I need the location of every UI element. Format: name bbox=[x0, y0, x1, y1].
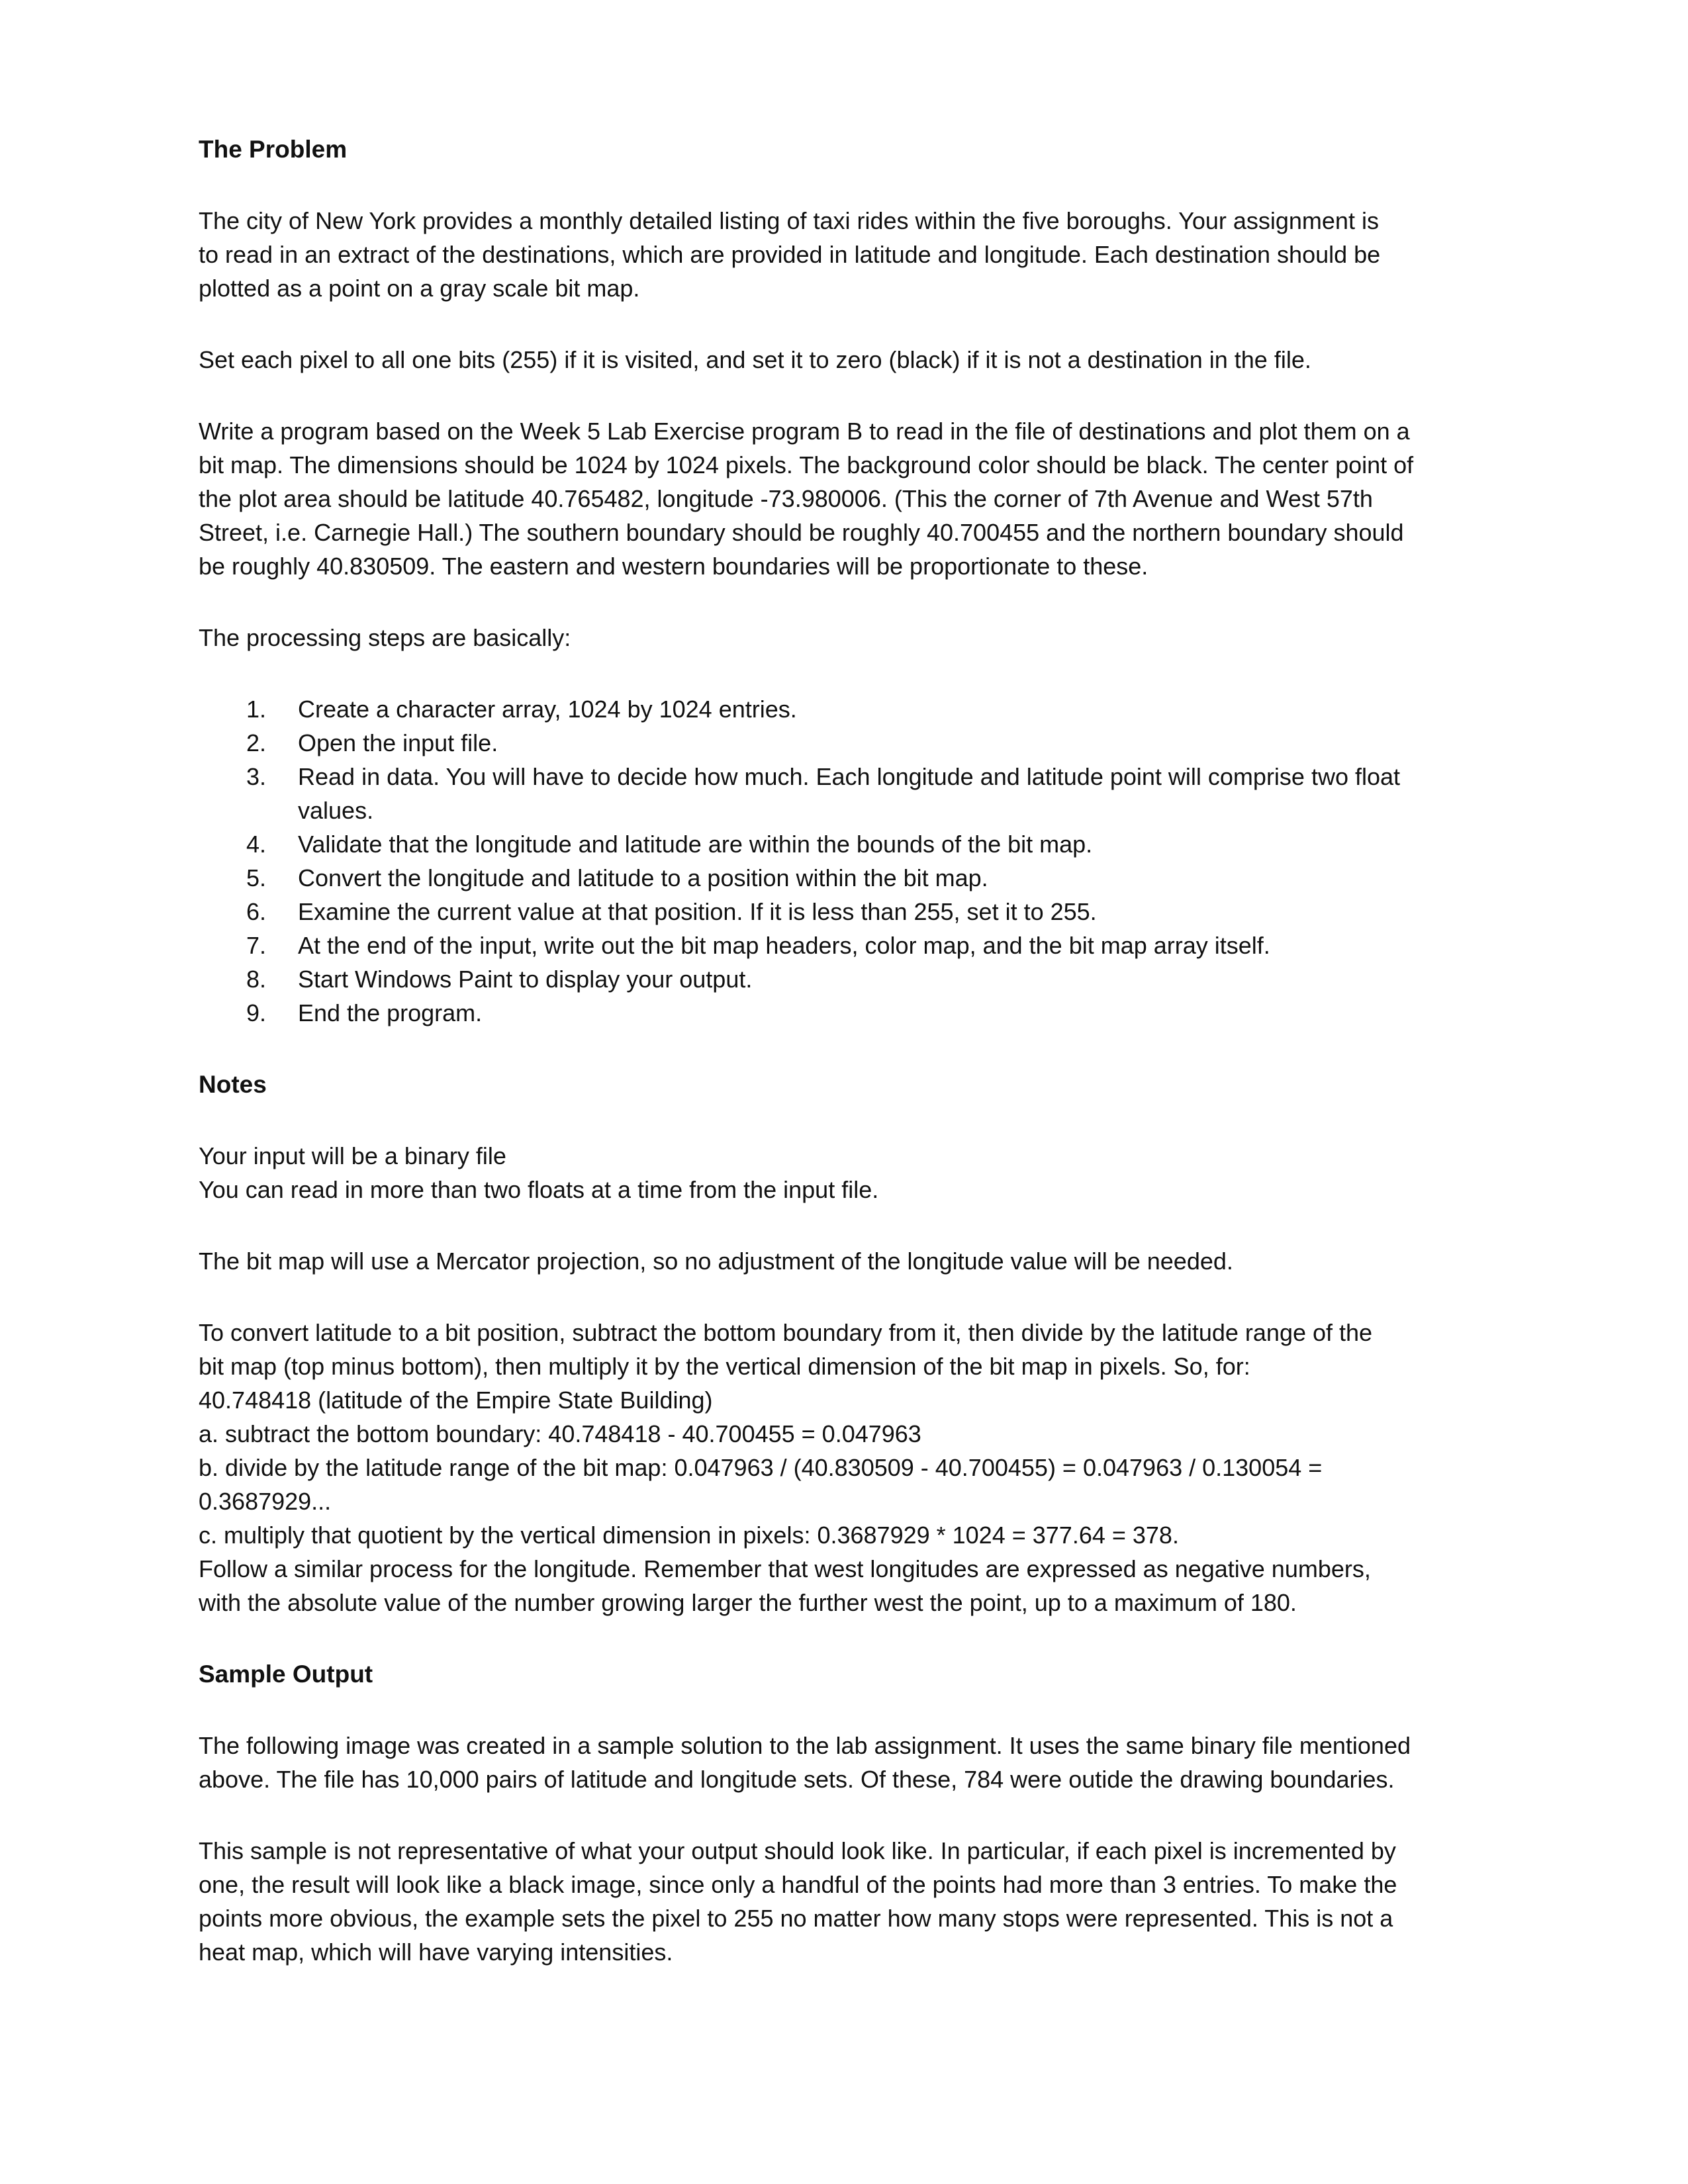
step-number: 7. bbox=[246, 932, 267, 959]
text-line: To convert latitude to a bit position, subtract the bottom boundary from it, then divide by the latitude range of the bbox=[199, 1319, 1373, 1346]
text-line: Follow a similar process for the longitude. Remember that west longitudes are expressed as negative numbers, bbox=[199, 1555, 1371, 1582]
step-text: Open the input file. bbox=[298, 729, 498, 756]
text-line: the plot area should be latitude 40.765482, longitude -73.980006. (This the corner of 7th Avenue and West 57th bbox=[199, 485, 1373, 512]
text-line: a. subtract the bottom boundary: 40.748418 - 40.700455 = 0.047963 bbox=[199, 1420, 921, 1447]
step-number: 8. bbox=[246, 966, 267, 993]
list-item bbox=[246, 895, 1489, 929]
step-text: Read in data. You will have to decide how much. Each longitude and latitude point will comprise two float bbox=[298, 763, 1401, 790]
list-item-continuation bbox=[246, 794, 1489, 827]
text-line: one, the result will look like a black image, since only a handful of the points had more than 3 entries. To make the bbox=[199, 1871, 1397, 1898]
step-text: Create a character array, 1024 by 1024 entries. bbox=[298, 696, 797, 723]
spec-paragraph bbox=[199, 414, 1489, 583]
text-line: This sample is not representative of what your output should look like. In particular, if each pixel is incremented by bbox=[199, 1837, 1396, 1864]
sample-paragraph-2 bbox=[199, 1834, 1489, 1969]
text-line: Your input will be a binary file bbox=[199, 1142, 506, 1169]
text-line: plotted as a point on a gray scale bit map. bbox=[199, 275, 640, 302]
text-line: bit map. The dimensions should be 1024 by 1024 pixels. The background color should be black. The center point of bbox=[199, 451, 1414, 478]
list-item bbox=[246, 692, 1489, 726]
step-number: 4. bbox=[246, 831, 267, 858]
step-text: At the end of the input, write out the bit map headers, color map, and the bit map array itself. bbox=[298, 932, 1270, 959]
text-line: b. divide by the latitude range of the bit map: 0.047963 / (40.830509 - 40.700455) = 0.047963 / 0.130054 = bbox=[199, 1454, 1323, 1481]
step-number: 1. bbox=[246, 696, 267, 723]
step-text: Convert the longitude and latitude to a position within the bit map. bbox=[298, 864, 988, 891]
step-text: End the program. bbox=[298, 999, 483, 1026]
list-item bbox=[246, 861, 1489, 895]
text-line: bit map (top minus bottom), then multiply it by the vertical dimension of the bit map in pixels. So, for: bbox=[199, 1353, 1250, 1380]
text-line: with the absolute value of the number growing larger the further west the point, up to a maximum of 180. bbox=[199, 1589, 1297, 1616]
text-line: 40.748418 (latitude of the Empire State Building) bbox=[199, 1387, 713, 1414]
text-line: to read in an extract of the destinations, which are provided in latitude and longitude. Each destination should be bbox=[199, 241, 1381, 268]
step-number: 2. bbox=[246, 729, 267, 756]
list-item bbox=[246, 827, 1489, 861]
text-line: be roughly 40.830509. The eastern and western boundaries will be proportionate to these. bbox=[199, 553, 1149, 580]
text-line: Street, i.e. Carnegie Hall.) The southern boundary should be roughly 40.700455 and the northern boundary should bbox=[199, 519, 1404, 546]
step-number: 6. bbox=[246, 898, 267, 925]
document-page bbox=[199, 132, 1489, 1969]
heading-notes: Notes bbox=[199, 1071, 267, 1098]
step-text-continued: values. bbox=[298, 797, 374, 824]
heading-sample-output: Sample Output bbox=[199, 1661, 373, 1688]
text-line: The following image was created in a sample solution to the lab assignment. It uses the same binary file mentioned bbox=[199, 1732, 1411, 1759]
list-item bbox=[246, 726, 1489, 760]
input-notes-paragraph bbox=[199, 1139, 1489, 1206]
text-line: The city of New York provides a monthly detailed listing of taxi rides within the five boroughs. Your assignment is bbox=[199, 207, 1379, 234]
step-text: Validate that the longitude and latitude are within the bounds of the bit map. bbox=[298, 831, 1093, 858]
text-line: c. multiply that quotient by the vertical dimension in pixels: 0.3687929 * 1024 = 377.64 = 378. bbox=[199, 1522, 1179, 1549]
text-line: Write a program based on the Week 5 Lab Exercise program B to read in the file of destinations and plot them on a bbox=[199, 418, 1410, 445]
pixel-rule-paragraph: Set each pixel to all one bits (255) if it is visited, and set it to zero (black) if it is not a destination in the file. bbox=[199, 346, 1311, 373]
text-line: 0.3687929... bbox=[199, 1488, 332, 1515]
text-line: points more obvious, the example sets the pixel to 255 no matter how many stops were represented. This is not a bbox=[199, 1905, 1393, 1932]
list-item bbox=[246, 962, 1489, 996]
step-number: 3. bbox=[246, 763, 267, 790]
list-item bbox=[246, 996, 1489, 1030]
step-text: Start Windows Paint to display your output. bbox=[298, 966, 753, 993]
step-number: 5. bbox=[246, 864, 267, 891]
text-line: heat map, which will have varying intensities. bbox=[199, 1938, 673, 1966]
steps-intro: The processing steps are basically: bbox=[199, 624, 571, 651]
intro-paragraph bbox=[199, 204, 1489, 305]
heading-the-problem: The Problem bbox=[199, 136, 348, 163]
list-item bbox=[246, 760, 1489, 794]
sample-paragraph-1 bbox=[199, 1729, 1489, 1796]
conversion-paragraph bbox=[199, 1316, 1489, 1619]
mercator-paragraph: The bit map will use a Mercator projection, so no adjustment of the longitude value will be needed. bbox=[199, 1248, 1233, 1275]
processing-steps-list bbox=[199, 692, 1489, 1030]
step-text: Examine the current value at that position. If it is less than 255, set it to 255. bbox=[298, 898, 1097, 925]
step-number: 9. bbox=[246, 999, 267, 1026]
text-line: You can read in more than two floats at a time from the input file. bbox=[199, 1176, 879, 1203]
text-line: above. The file has 10,000 pairs of latitude and longitude sets. Of these, 784 were outide the drawing boundaries. bbox=[199, 1766, 1395, 1793]
list-item bbox=[246, 929, 1489, 962]
